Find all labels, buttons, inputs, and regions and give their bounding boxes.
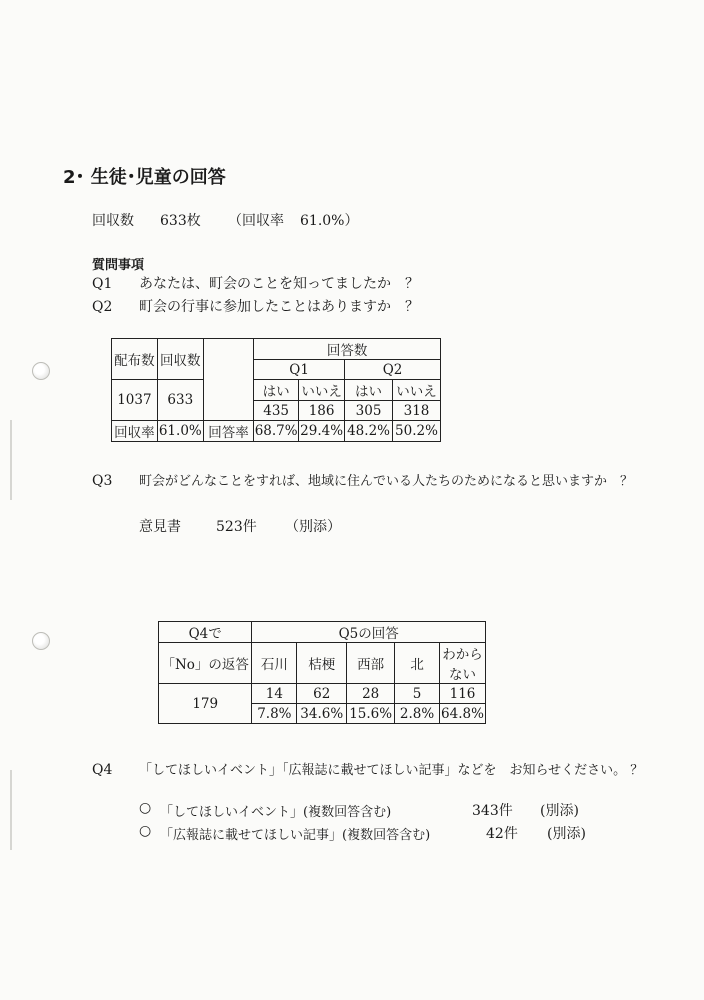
area-kikyo: 桔梗: [297, 643, 347, 684]
area-table: [158, 621, 486, 724]
rate-seibu: 15.6%: [347, 704, 395, 724]
q1-text: あなたは、町会のことを知ってましたか ？: [139, 276, 419, 292]
q2-yes-rate: 48.2%: [345, 421, 393, 442]
scan-edge-mark: [10, 770, 12, 850]
header-q1-no: いいえ: [299, 380, 345, 401]
q4-item-count: 343件: [472, 803, 513, 819]
header-q2-no: いいえ: [393, 380, 441, 401]
header-q4: Q4で: [159, 622, 252, 643]
response-table: [111, 338, 441, 442]
q2-no-rate: 50.2%: [393, 421, 441, 442]
q1-no-rate: 29.4%: [299, 421, 345, 442]
scan-edge-mark: [10, 420, 12, 500]
collection-label: 回収数: [92, 213, 134, 229]
questions-heading: 質問事項: [92, 258, 145, 273]
header-responses: 回答数: [254, 339, 441, 360]
rate-value: 61.0%: [157, 421, 203, 442]
header-collected: 回収数: [157, 339, 203, 380]
q4-item-bullet: ○: [139, 800, 152, 816]
q1-yes-rate: 68.7%: [254, 421, 299, 442]
q4-item-note: (別添): [540, 803, 579, 819]
q2-id: Q2: [92, 299, 113, 315]
q4-item-label: 「広報誌に載せてほしい記事」(複数回答含む): [160, 828, 431, 843]
q4-item-note: (別添): [547, 826, 586, 842]
section-title: 2･ 生徒･児童の回答: [63, 167, 226, 188]
distributed-value: 1037: [112, 380, 158, 421]
binder-hole-bottom: [32, 632, 50, 650]
header-q2: Q2: [345, 360, 441, 380]
opinion-note: （別添）: [285, 519, 341, 535]
rate-unknown: 64.8%: [441, 705, 484, 722]
q2-yes-count: 305: [345, 401, 393, 421]
header-distributed: 配布数: [112, 339, 158, 380]
no-total: 179: [159, 684, 252, 724]
q3-id: Q3: [92, 473, 113, 489]
q2-text: 町会の行事に参加したことはありますか ？: [139, 299, 419, 315]
header-q4-no: 「No」の返答: [159, 643, 252, 684]
rate-label: 回収率: [112, 421, 158, 442]
q2-no-count: 318: [393, 401, 441, 421]
binder-hole-top: [32, 362, 50, 380]
count-unknown: 116: [440, 684, 486, 704]
q4-text: 「してほしいイベント」「広報誌に載せてほしい記事」などを お知らせください。 ？: [139, 763, 644, 778]
collection-rate: 61.0%）: [300, 213, 359, 229]
opinion-count: 523件: [216, 519, 257, 535]
q3-text: 町会がどんなことをすれば、地域に住んでいる人たちのためになると思いますか ？: [139, 474, 634, 489]
q1-yes-count: 435: [254, 401, 299, 421]
q4-item-label: 「してほしいイベント」(複数回答含む): [160, 805, 392, 820]
rate-ishikawa: 7.8%: [252, 704, 297, 724]
count-ishikawa: 14: [252, 684, 297, 704]
collected-value: 633: [157, 380, 203, 421]
area-kita: 北: [395, 643, 440, 684]
rate-kita: 2.8%: [395, 704, 440, 724]
area-seibu: 西部: [347, 643, 395, 684]
count-kita: 5: [395, 684, 440, 704]
q4-item-bullet: ○: [139, 823, 152, 839]
header-q1: Q1: [254, 360, 345, 380]
q1-no-count: 186: [299, 401, 345, 421]
q4-item-count: 42件: [486, 826, 518, 842]
q4-id: Q4: [92, 762, 113, 778]
rate-kikyo: 34.6%: [297, 704, 347, 724]
blank-cell: [203, 339, 253, 421]
count-kikyo: 62: [297, 684, 347, 704]
collection-count: 633枚: [160, 213, 201, 229]
header-q2-yes: はい: [345, 380, 393, 401]
collection-rate-label: （回収率: [228, 213, 284, 229]
header-q5: Q5の回答: [252, 622, 486, 643]
answer-rate-label: 回答率: [203, 421, 253, 442]
header-q1-yes: はい: [254, 380, 299, 401]
count-seibu: 28: [347, 684, 395, 704]
q1-id: Q1: [92, 276, 113, 292]
area-unknown: わからない: [440, 643, 486, 684]
opinion-label: 意見書: [139, 519, 181, 535]
area-ishikawa: 石川: [252, 643, 297, 684]
